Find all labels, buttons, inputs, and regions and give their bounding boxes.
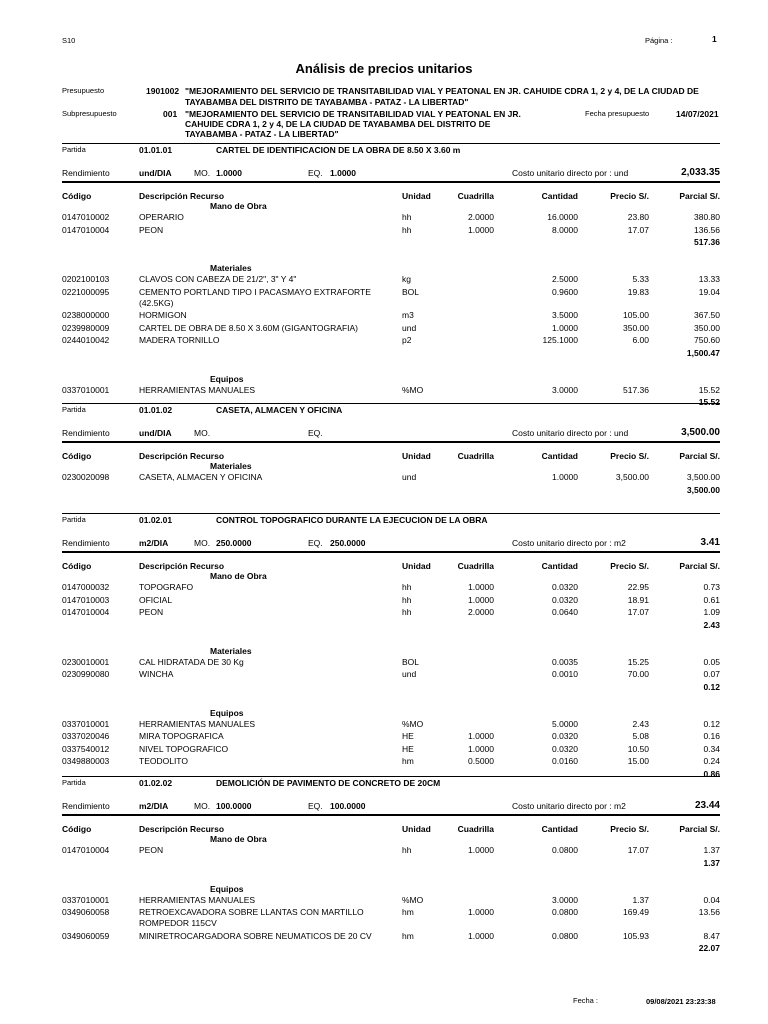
- row-cantidad: 3.0000: [552, 384, 578, 395]
- group-subtotal: 15.52: [698, 397, 720, 407]
- partida-label: Partida: [62, 778, 86, 787]
- page-title: Análisis de precios unitarios: [295, 61, 473, 76]
- group-heading: Mano de Obra: [210, 834, 267, 844]
- row-precio: 5.08: [632, 731, 649, 741]
- row-unit: hm: [402, 907, 414, 917]
- columns-rule: [62, 814, 720, 816]
- mo-label: MO.: [194, 168, 211, 178]
- partida-label: Partida: [62, 515, 86, 524]
- row-desc: CARTEL DE OBRA DE 8.50 X 3.60M (GIGANTOGRAFIA): [139, 322, 359, 333]
- row-parcial: 0.24: [703, 756, 720, 766]
- partida-label: Partida: [62, 145, 86, 154]
- mo-label: MO.: [194, 801, 211, 811]
- col-descripcion: Descripción Recurso: [139, 451, 225, 461]
- col-precio: Precio S/.: [610, 824, 649, 834]
- row-code: 0147010004: [62, 607, 110, 617]
- row-cantidad: 16.0000: [547, 212, 578, 222]
- col-codigo: Código: [62, 824, 92, 834]
- row-unit: hh: [402, 607, 412, 617]
- row-precio: 517.36: [623, 384, 649, 395]
- row-parcial: 350.00: [694, 322, 720, 333]
- row-desc: NIVEL TOPOGRAFICO: [139, 743, 229, 754]
- row-precio: 350.00: [623, 322, 649, 333]
- col-descripcion: Descripción Recurso: [139, 561, 225, 571]
- rendimiento-unit: und/DIA: [139, 168, 172, 178]
- row-cuadrilla: 2.0000: [468, 607, 494, 617]
- row-code: 0147010004: [62, 845, 110, 855]
- row-desc: PEON: [139, 845, 164, 855]
- subpresupuesto-desc-line2: CAHUIDE CDRA 1, 2 y 4, DE LA CIUDAD DE TAYABAMBA DEL DISTRITO DE: [185, 119, 491, 129]
- row-cuadrilla: 1.0000: [468, 930, 494, 941]
- row-unit: BOL: [402, 656, 420, 667]
- row-precio: 70.00: [627, 669, 649, 679]
- footer-fecha: 09/08/2021 23:23:38: [646, 997, 716, 1006]
- row-cantidad: 3.0000: [552, 894, 578, 905]
- costo-label: Costo unitario directo por : und: [512, 168, 629, 178]
- fecha-presupuesto-label: Fecha presupuesto: [585, 109, 650, 118]
- mo-label: MO.: [194, 428, 211, 438]
- costo-label: Costo unitario directo por : und: [512, 428, 629, 438]
- col-unidad: Unidad: [402, 451, 431, 461]
- group-subtotal: 517.36: [694, 237, 720, 247]
- row-unit: hh: [402, 594, 412, 605]
- row-precio: 6.00: [632, 335, 649, 345]
- eq-label: EQ.: [308, 538, 323, 548]
- row-code: 0349880003: [62, 756, 110, 766]
- col-parcial: Parcial S/.: [679, 191, 720, 201]
- row-cuadrilla: 1.0000: [468, 582, 494, 592]
- row-cantidad: 1.0000: [552, 322, 578, 333]
- columns-rule: [62, 441, 720, 443]
- row-cantidad: 0.0010: [552, 669, 578, 679]
- row-precio: 15.00: [627, 756, 649, 766]
- row-parcial: 380.80: [694, 212, 720, 222]
- partida-top-rule: [62, 403, 720, 404]
- partida-name: CONTROL TOPOGRAFICO DURANTE LA EJECUCION DE LA OBRA: [216, 515, 488, 525]
- subpresupuesto-desc-line1: "MEJORAMIENTO DEL SERVICIO DE TRANSITABILIDAD VIAL Y PEATONAL EN JR.: [185, 109, 521, 119]
- row-desc: CLAVOS CON CABEZA DE 21/2", 3" Y 4": [139, 274, 297, 284]
- presupuesto-code: 1901002: [146, 86, 180, 96]
- col-unidad: Unidad: [402, 561, 431, 571]
- mo-value: 250.0000: [216, 538, 252, 548]
- mo-value: 100.0000: [216, 801, 252, 811]
- row-unit: und: [402, 669, 417, 679]
- row-parcial: 0.16: [703, 731, 720, 741]
- row-parcial: 136.56: [694, 224, 720, 235]
- row-desc-cont: (42.5KG): [139, 297, 174, 308]
- col-cantidad: Cantidad: [541, 451, 578, 461]
- row-desc: MIRA TOPOGRAFICA: [139, 731, 224, 741]
- partida-top-rule: [62, 143, 720, 144]
- row-code: 0337540012: [62, 743, 110, 754]
- report-code: S10: [62, 36, 76, 45]
- partida-name: CASETA, ALMACEN Y OFICINA: [216, 405, 343, 415]
- eq-value: 250.0000: [330, 538, 366, 548]
- row-cantidad: 0.0320: [552, 594, 578, 605]
- row-parcial: 15.52: [698, 384, 720, 395]
- row-cuadrilla: 1.0000: [468, 594, 494, 605]
- row-desc: PEON: [139, 607, 164, 617]
- row-precio: 23.80: [627, 212, 649, 222]
- col-descripcion: Descripción Recurso: [139, 824, 225, 834]
- row-cantidad: 0.0320: [552, 743, 578, 754]
- row-code: 0238000000: [62, 310, 110, 320]
- row-cantidad: 125.1000: [542, 335, 578, 345]
- row-desc: CAL HIDRATADA DE 30 Kg: [139, 656, 244, 667]
- row-precio: 5.33: [632, 274, 649, 284]
- row-cantidad: 2.5000: [552, 274, 578, 284]
- subpresupuesto-desc-line3: TAYABAMBA - PATAZ - LA LIBERTAD": [185, 129, 339, 139]
- col-cantidad: Cantidad: [541, 191, 578, 201]
- row-desc: HORMIGON: [139, 310, 187, 320]
- group-subtotal: 0.12: [703, 681, 720, 692]
- row-precio: 17.07: [627, 607, 649, 617]
- row-cantidad: 0.0800: [552, 845, 578, 855]
- row-code: 0230990080: [62, 669, 110, 679]
- row-code: 0337010001: [62, 718, 110, 729]
- row-cantidad: 0.9600: [552, 286, 578, 297]
- columns-rule: [62, 181, 720, 183]
- row-code: 0244010042: [62, 335, 110, 345]
- row-precio: 2.43: [632, 718, 649, 729]
- row-unit: %MO: [402, 894, 424, 905]
- group-heading: Materiales: [210, 263, 252, 273]
- row-precio: 18.91: [627, 594, 649, 605]
- row-desc: TEODOLITO: [139, 756, 188, 766]
- row-unit: HE: [402, 731, 414, 741]
- row-unit: hh: [402, 224, 412, 235]
- rendimiento-unit: und/DIA: [139, 428, 172, 438]
- page-number: 1: [712, 34, 717, 44]
- row-code: 0337020046: [62, 731, 110, 741]
- row-desc: OPERARIO: [139, 212, 184, 222]
- group-heading: Materiales: [210, 461, 252, 471]
- col-cuadrilla: Cuadrilla: [457, 824, 494, 834]
- row-parcial: 8.47: [703, 930, 720, 941]
- row-code: 0147010004: [62, 224, 110, 235]
- row-unit: %MO: [402, 718, 424, 729]
- row-code: 0147010003: [62, 594, 110, 605]
- col-cuadrilla: Cuadrilla: [457, 191, 494, 201]
- subpresupuesto-code: 001: [163, 109, 178, 119]
- row-parcial: 0.34: [703, 743, 720, 754]
- costo-unitario: 2,033.35: [681, 167, 720, 178]
- col-descripcion: Descripción Recurso: [139, 191, 225, 201]
- col-precio: Precio S/.: [610, 451, 649, 461]
- group-heading: Mano de Obra: [210, 201, 267, 211]
- row-desc: MINIRETROCARGADORA SOBRE NEUMATICOS DE 20 CV: [139, 930, 372, 941]
- costo-label: Costo unitario directo por : m2: [512, 801, 626, 811]
- fecha-presupuesto: 14/07/2021: [676, 109, 719, 119]
- group-subtotal: 0.86: [703, 768, 720, 779]
- rendimiento-label: Rendimiento: [62, 801, 110, 811]
- col-precio: Precio S/.: [610, 561, 649, 571]
- group-heading: Mano de Obra: [210, 571, 267, 581]
- row-code: 0349060058: [62, 907, 110, 917]
- col-unidad: Unidad: [402, 824, 431, 834]
- row-desc: OFICIAL: [139, 594, 173, 605]
- group-heading: Equipos: [210, 707, 244, 718]
- partida-code: 01.02.02: [139, 778, 173, 788]
- row-parcial: 1.37: [703, 845, 720, 855]
- col-cantidad: Cantidad: [541, 561, 578, 571]
- group-subtotal: 1.37: [703, 857, 720, 868]
- col-parcial: Parcial S/.: [679, 561, 720, 571]
- row-parcial: 0.05: [703, 656, 720, 667]
- row-unit: hh: [402, 582, 412, 592]
- row-desc: RETROEXCAVADORA SOBRE LLANTAS CON MARTILLO: [139, 907, 364, 917]
- row-cuadrilla: 2.0000: [468, 212, 494, 222]
- row-cantidad: 3.5000: [552, 310, 578, 320]
- partida-code: 01.01.02: [139, 405, 173, 415]
- row-cantidad: 0.0800: [552, 907, 578, 917]
- row-desc-cont: ROMPEDOR 115CV: [139, 918, 217, 928]
- partida-code: 01.01.01: [139, 145, 173, 155]
- columns-rule: [62, 551, 720, 553]
- row-cuadrilla: 1.0000: [468, 731, 494, 741]
- row-unit: und: [402, 472, 417, 482]
- eq-value: 1.0000: [330, 168, 356, 178]
- row-unit: hh: [402, 212, 412, 222]
- costo-unitario: 23.44: [694, 800, 720, 811]
- row-unit: hm: [402, 756, 414, 766]
- rendimiento-unit: m2/DIA: [139, 801, 169, 811]
- row-cuadrilla: 1.0000: [468, 743, 494, 754]
- row-code: 0147010002: [62, 212, 110, 222]
- costo-unitario: 3,500.00: [681, 427, 720, 438]
- row-cuadrilla: 0.5000: [468, 756, 494, 766]
- col-parcial: Parcial S/.: [679, 451, 720, 461]
- col-codigo: Código: [62, 191, 92, 201]
- row-code: 0337010001: [62, 384, 110, 395]
- col-cuadrilla: Cuadrilla: [457, 451, 494, 461]
- mo-value: 1.0000: [216, 168, 242, 178]
- partida-top-rule: [62, 513, 720, 514]
- row-desc: CASETA, ALMACEN Y OFICINA: [139, 472, 263, 482]
- col-codigo: Código: [62, 561, 92, 571]
- mo-label: MO.: [194, 538, 211, 548]
- presupuesto-label: Presupuesto: [62, 86, 105, 95]
- row-unit: BOL: [402, 286, 420, 297]
- col-cantidad: Cantidad: [541, 824, 578, 834]
- group-subtotal: 22.07: [698, 943, 720, 953]
- rendimiento-label: Rendimiento: [62, 168, 110, 178]
- row-parcial: 13.33: [698, 274, 720, 284]
- group-heading: Equipos: [210, 373, 244, 384]
- row-unit: hm: [402, 930, 414, 941]
- partida-code: 01.02.01: [139, 515, 173, 525]
- row-parcial: 0.12: [703, 718, 720, 729]
- row-parcial: 750.60: [694, 335, 720, 345]
- row-cantidad: 0.0320: [552, 731, 578, 741]
- row-cantidad: 0.0160: [552, 756, 578, 766]
- row-desc: HERRAMIENTAS MANUALES: [139, 384, 256, 395]
- row-cantidad: 1.0000: [552, 472, 578, 482]
- row-cantidad: 0.0320: [552, 582, 578, 592]
- row-parcial: 1.09: [703, 607, 720, 617]
- row-parcial: 3,500.00: [686, 472, 720, 482]
- group-subtotal: 2.43: [703, 619, 720, 630]
- row-unit: m3: [402, 310, 414, 320]
- rendimiento-unit: m2/DIA: [139, 538, 169, 548]
- presupuesto-desc-line2: TAYABAMBA DEL DISTRITO DE TAYABAMBA - PATAZ - LA LIBERTAD": [185, 97, 469, 107]
- row-unit: hh: [402, 845, 412, 855]
- row-code: 0221000095: [62, 286, 110, 297]
- row-code: 0230020098: [62, 472, 110, 482]
- eq-label: EQ.: [308, 428, 323, 438]
- row-code: 0337010001: [62, 894, 110, 905]
- col-unidad: Unidad: [402, 191, 431, 201]
- presupuesto-desc-line1: "MEJORAMIENTO DEL SERVICIO DE TRANSITABILIDAD VIAL Y PEATONAL EN JR. CAHUIDE CDRA 1, 2 y 4, DE LA CIUDAD DE: [185, 86, 699, 96]
- row-parcial: 19.04: [698, 286, 720, 297]
- row-precio: 15.25: [627, 656, 649, 667]
- row-precio: 105.93: [623, 930, 649, 941]
- partida-top-rule: [62, 776, 720, 777]
- row-cantidad: 8.0000: [552, 224, 578, 235]
- col-codigo: Código: [62, 451, 92, 461]
- row-code: 0349060059: [62, 930, 110, 941]
- row-cuadrilla: 1.0000: [468, 845, 494, 855]
- row-unit: HE: [402, 743, 414, 754]
- row-cantidad: 0.0035: [552, 656, 578, 667]
- row-desc: HERRAMIENTAS MANUALES: [139, 894, 256, 905]
- row-cantidad: 0.0800: [552, 930, 578, 941]
- row-parcial: 0.73: [703, 582, 720, 592]
- row-precio: 17.07: [627, 845, 649, 855]
- col-parcial: Parcial S/.: [679, 824, 720, 834]
- col-cuadrilla: Cuadrilla: [457, 561, 494, 571]
- row-cuadrilla: 1.0000: [468, 907, 494, 917]
- costo-label: Costo unitario directo por : m2: [512, 538, 626, 548]
- row-parcial: 0.07: [703, 669, 720, 679]
- row-desc: MADERA TORNILLO: [139, 335, 220, 345]
- row-desc: PEON: [139, 224, 164, 235]
- row-precio: 19.83: [627, 286, 649, 297]
- rendimiento-label: Rendimiento: [62, 538, 110, 548]
- row-precio: 10.50: [627, 743, 649, 754]
- row-precio: 3,500.00: [615, 472, 649, 482]
- group-heading: Materiales: [210, 645, 252, 656]
- col-precio: Precio S/.: [610, 191, 649, 201]
- row-unit: p2: [402, 335, 412, 345]
- group-subtotal: 3,500.00: [686, 484, 720, 495]
- rendimiento-label: Rendimiento: [62, 428, 110, 438]
- costo-unitario: 3.41: [700, 537, 720, 548]
- row-precio: 1.37: [632, 894, 649, 905]
- row-desc: WINCHA: [139, 669, 174, 679]
- eq-label: EQ.: [308, 801, 323, 811]
- eq-label: EQ.: [308, 168, 323, 178]
- row-code: 0202100103: [62, 274, 110, 284]
- row-unit: %MO: [402, 384, 424, 395]
- footer-fecha-label: Fecha :: [573, 996, 599, 1005]
- row-code: 0239980009: [62, 322, 110, 333]
- row-cantidad: 5.0000: [552, 718, 578, 729]
- row-parcial: 13.56: [698, 907, 720, 917]
- row-code: 0147000032: [62, 582, 110, 592]
- row-precio: 105.00: [623, 310, 649, 320]
- subpresupuesto-label: Subpresupuesto: [62, 109, 117, 118]
- row-desc: HERRAMIENTAS MANUALES: [139, 718, 256, 729]
- eq-value: 100.0000: [330, 801, 366, 811]
- group-heading: Equipos: [210, 883, 244, 894]
- row-unit: und: [402, 322, 417, 333]
- row-desc: TOPOGRAFO: [139, 582, 194, 592]
- row-precio: 22.95: [627, 582, 649, 592]
- row-parcial: 0.61: [703, 594, 720, 605]
- partida-name: DEMOLICIÓN DE PAVIMENTO DE CONCRETO DE 20CM: [216, 778, 441, 788]
- partida-label: Partida: [62, 405, 86, 414]
- page-label: Página :: [645, 36, 673, 45]
- partida-name: CARTEL DE IDENTIFICACION DE LA OBRA DE 8.50 X 3.60 m: [216, 145, 461, 155]
- row-precio: 17.07: [627, 224, 649, 235]
- group-subtotal: 1,500.47: [686, 347, 720, 358]
- row-parcial: 0.04: [703, 894, 720, 905]
- row-cantidad: 0.0640: [552, 607, 578, 617]
- row-parcial: 367.50: [694, 310, 720, 320]
- row-desc: CEMENTO PORTLAND TIPO I PACASMAYO EXTRAFORTE: [139, 286, 371, 297]
- row-unit: kg: [402, 274, 411, 284]
- row-precio: 169.49: [623, 907, 649, 917]
- row-code: 0230010001: [62, 656, 110, 667]
- row-cuadrilla: 1.0000: [468, 224, 494, 235]
